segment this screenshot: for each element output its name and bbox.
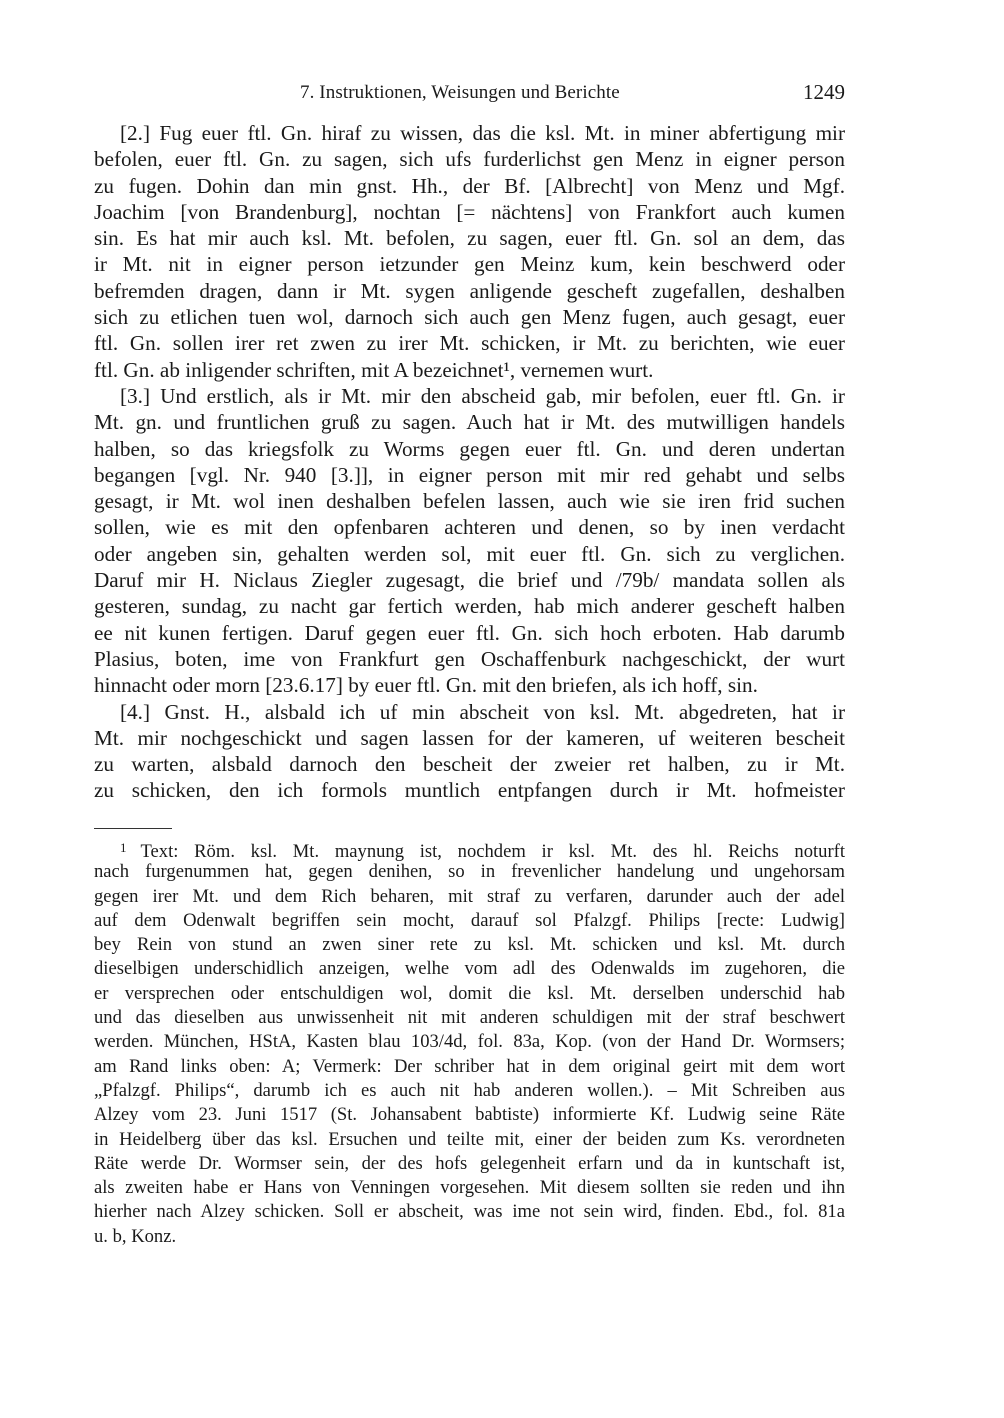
footnote-line: Alzey vom 23. Juni 1517 (St. Johansabent babtiste) informierte Kf. Ludwig seine Räte (94, 1104, 845, 1126)
text-line: Joachim [von Brandenburg], nochtan [= nächtens] von Frankfort auch kumen (94, 199, 845, 224)
footnote-line: und das dieselben aus unwissenheit nit mit anderen schuldigen mit der straf beschwert (94, 1007, 845, 1029)
footnote-line: hierher nach Alzey schicken. Soll er abscheit, was ime not sein wird, finden. Ebd., fol. 81a (94, 1201, 845, 1223)
text-line: ftl. Gn. ab inligender schriften, mit A bezeichnet¹, vernemen wurt. (94, 357, 654, 382)
text-line: oder angeben sin, gehalten werden sol, mit euer ftl. Gn. sich zu verglichen. (94, 541, 845, 566)
text-line: befremden dragen, dann ir Mt. sygen anligende gescheft zugefallen, deshalben (94, 278, 845, 303)
footnote-line: werden. München, HStA, Kasten blau 103/4d, fol. 83a, Kop. (von der Hand Dr. Wormsers; (94, 1031, 845, 1053)
footnote-line: in Heidelberg über das ksl. Ersuchen und teilte mit, einer der beiden zum Ks. verordneten (94, 1128, 845, 1150)
text-line: sollen, wie es mit den opfenbaren achteren und denen, so by inen verdacht (94, 515, 845, 540)
text-line: [3.] Und erstlich, als ir Mt. mir den abscheid gab, mir befolen, euer ftl. Gn. ir (120, 383, 845, 408)
page-number: 1249 (803, 80, 845, 104)
text-line: hinnacht oder morn [23.6.17] by euer ftl. Gn. mit den briefen, als ich hoff, sin. (94, 673, 758, 698)
text-line: zu fugen. Dohin dan min gnst. Hh., der Bf. [Albrecht] von Menz und Mgf. (94, 173, 845, 198)
footnote-line: gegen irer Mt. und dem Rich beharen, mit straf zu verfaren, darunder auch der adel (94, 885, 845, 907)
text-line: halben, so das kriegsfolk zu Worms gegen euer ftl. Gn. und deren undertan (94, 436, 845, 461)
text-line: [4.] Gnst. H., alsbald ich uf min abscheit von ksl. Mt. abgedreten, hat ir (120, 699, 845, 724)
text-line: zu schicken, den ich formols muntlich entpfangen durch ir Mt. hofmeister (94, 778, 845, 803)
footnote-rule (94, 828, 172, 829)
footnote-marker: 1 (120, 840, 127, 855)
text-line: zu warten, alsbald darnoch den bescheit der zweier ret halben, zu ir Mt. (94, 752, 845, 777)
footnote-line: am Rand links oben: A; Vermerk: Der schriber hat in dem original geirt mit dem wort (94, 1055, 845, 1077)
footnote-line-text: Text: Röm. ksl. Mt. maynung ist, nochdem ir ksl. Mt. des hl. Reichs noturft (140, 841, 845, 862)
footnote-line: nach furgenummen hat, gegen denihen, so in frevenlicher handelung und ungehorsam (94, 861, 845, 883)
text-line: ee nit kunen fertigen. Daruf gegen euer ftl. Gn. sich hoch erboten. Hab darumb (94, 620, 845, 645)
footnote-line (94, 836, 845, 860)
footnote-line: „Pfalzgf. Philips“, darumb ich es auch nit hab anderen wollen.). – Mit Schreiben aus (94, 1079, 845, 1101)
text-line: [2.] Fug euer ftl. Gn. hiraf zu wissen, das die ksl. Mt. in miner abfertigung mir (120, 121, 845, 145)
footnote (94, 836, 845, 1249)
footnote-line: auf dem Odenwalt begriffen sein mocht, darauf sol Pfalzgf. Philips [recte: Ludwig] (94, 909, 845, 931)
footnote-line: dieselbigen underschidlich anzeigen, welhe vom adl des Odenwalds im zugehoren, die (94, 958, 845, 980)
text-line: ir Mt. nit in eigner person ietzunder gen Meinz kum, kein beschwerd oder (94, 252, 845, 277)
footnote-line: u. b, Konz. (94, 1225, 177, 1247)
text-line: begangen [vgl. Nr. 940 [3.]], in eigner person mit mir red gehabt und selbs (94, 462, 845, 487)
text-line: ftl. Gn. sollen irer ret zwen zu irer Mt. schicken, ir Mt. zu berichten, wie euer (94, 331, 845, 356)
text-line: sich zu etlichen tuen wol, darnoch sich auch gen Menz fugen, auch gesagt, euer (94, 305, 845, 330)
footnote-line: bey Rein von stund an zwen siner rete zu ksl. Mt. schicken und ksl. Mt. durch (94, 934, 845, 956)
footnote-line: Räte werde Dr. Wormser sein, der des hofs gelegenheit erfarn und da in kuntschaft ist, (94, 1152, 845, 1174)
text-line: sin. Es hat mir auch ksl. Mt. befolen, zu sagen, euer ftl. Gn. sol an dem, das (94, 226, 845, 251)
text-line: gesteren, sundag, zu nacht gar fertich werden, hab mich anderer gescheft halben (94, 594, 845, 619)
running-title: 7. Instruktionen, Weisungen und Berichte (300, 82, 620, 103)
text-line: Mt. gn. und fruntlichen gruß zu sagen. Auch hat ir Mt. des mutwilligen handels (94, 410, 845, 435)
footnote-line: als zweiten habe er Hans von Venningen vorgesehen. Mit diesem sollten sie reden und ihn (94, 1177, 845, 1199)
text-line: Daruf mir H. Niclaus Ziegler zugesagt, die brief und /79b/ mandata sollen als (94, 568, 845, 593)
running-head (300, 80, 845, 108)
text-line: befolen, euer ftl. Gn. zu sagen, sich ufs furderlichst gen Menz in eigner person (94, 147, 845, 172)
text-line: Mt. mir nochgeschickt und sagen lassen for der kameren, uf weiteren bescheit (94, 725, 845, 750)
body-text (94, 120, 845, 804)
text-line: gesagt, ir Mt. wol inen deshalben befelen lassen, auch wie sie iren frid suchen (94, 489, 845, 514)
footnote-line: er versprechen oder entschuldigen wol, domit die ksl. Mt. derselben underschid hab (94, 982, 845, 1004)
text-line: Plasius, boten, ime von Frankfurt gen Oschaffenburk nachgeschickt, der wurt (94, 646, 845, 671)
